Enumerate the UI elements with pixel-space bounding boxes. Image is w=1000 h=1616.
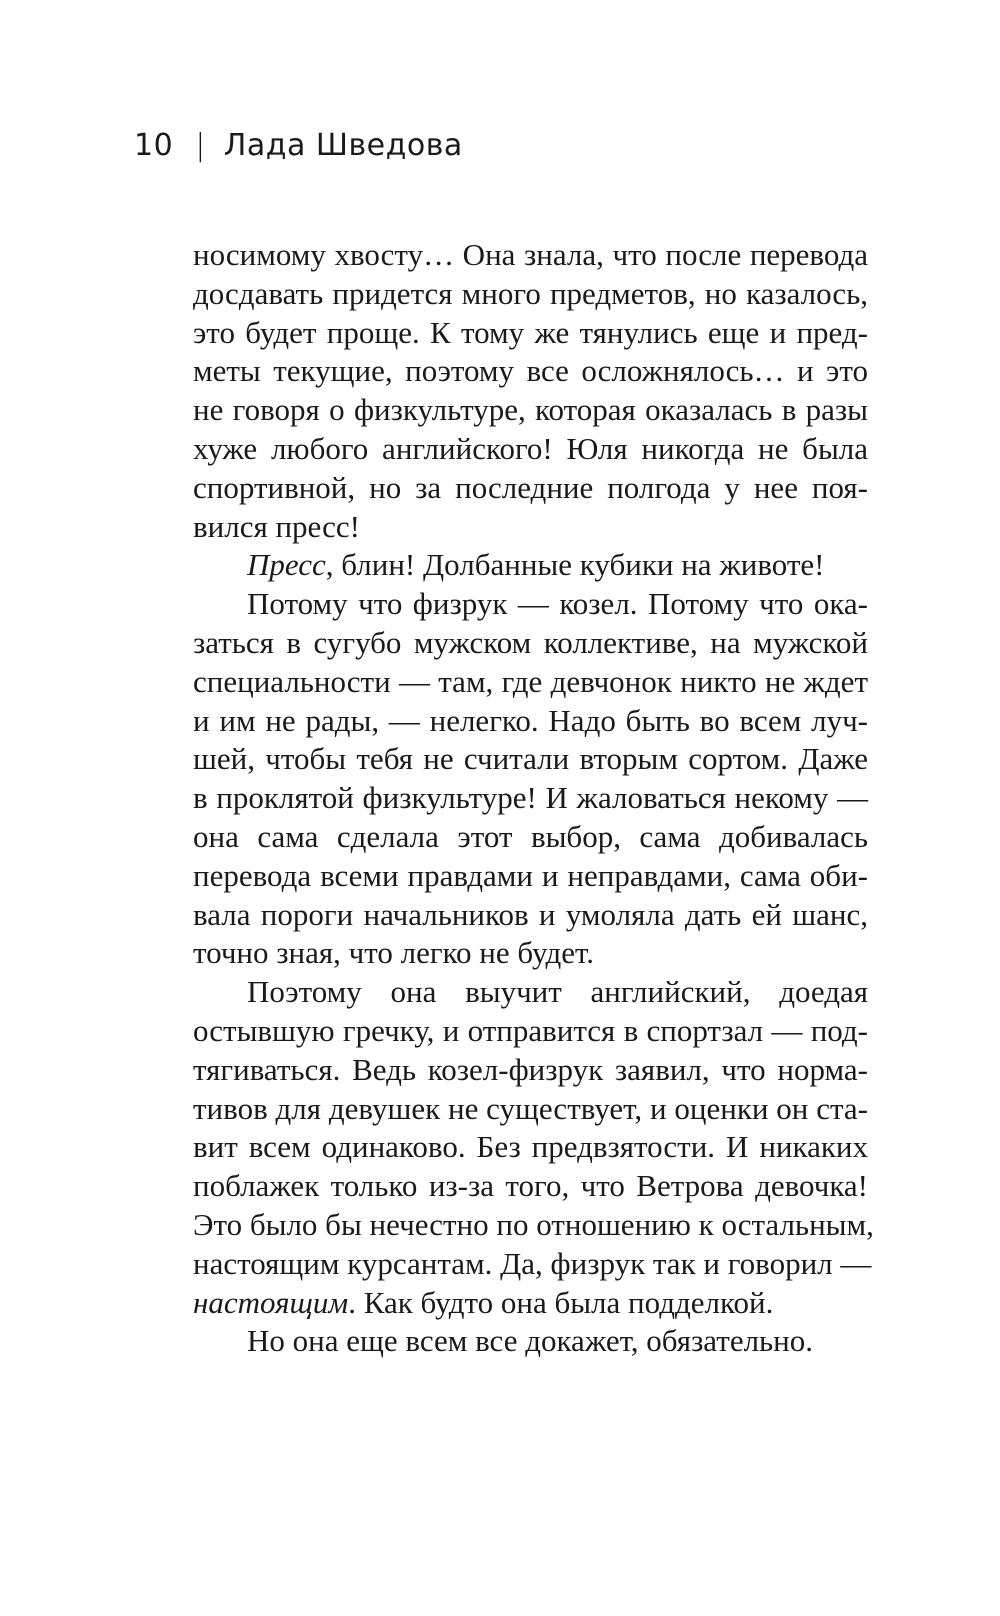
running-head [134,128,463,163]
text-line: настоящим курсантам. Да, физрук так и говорил — [193,1245,872,1281]
text-fragment: . Как будто она была подделкой. [348,1284,774,1320]
text-line: хуже любого английского! Юля никогда не была [193,430,868,466]
text-line: перевода всеми правдами и неправдами, сама оби- [193,857,868,893]
text-fragment: , блин! Долбанные кубики на животе! [325,547,825,583]
text-line: носимому хвосту… Она знала, что после перевода [193,237,868,272]
body-text [193,236,874,1361]
text-line: поблажек только из-за того, что Ветрова девочка! [193,1168,868,1204]
text-line: Это было бы нечестно по отношению к остальным, [193,1206,874,1242]
text-line: Поэтому она выучит английский, доедая [247,974,868,1010]
italic-word: настоящим [193,1284,349,1320]
text-line: не говоря о физкультуре, которая оказалась в разы [193,392,868,428]
text-line: она сама сделала этот выбор, сама добивалась [193,818,868,854]
text-line: остывшую гречку, и отправится в спортзал — под- [193,1012,868,1048]
header-separator: | [195,128,206,163]
text-line: вился пресс! [193,508,360,544]
text-line: и им не рады, — нелегко. Надо быть во всем луч- [193,702,868,738]
text-line: заться в сугубо мужском коллективе, на мужской [193,624,868,660]
page-number: 10 [134,128,174,163]
text-line: вит всем одинаково. Без предвзятости. И никаких [193,1129,868,1165]
text-line: это будет проще. К тому же тянулись еще и пред- [193,314,868,350]
text-line [193,1284,868,1323]
text-line: досдавать придется много предметов, но казалось, [193,275,868,311]
text-line: Потому что физрук — козел. Потому что ока- [247,586,868,622]
text-line: вала пороги начальников и умоляла дать ей шанс, [193,896,868,932]
text-line: тягиваться. Ведь козел-физрук заявил, что норма- [193,1051,868,1087]
text-line: специальности — там, где девчонок никто не ждет [193,663,868,699]
italic-word: Пресс [247,547,326,583]
text-line: в проклятой физкультуре! И жаловаться некому — [193,780,868,816]
text-line: точно зная, что легко не будет. [193,935,595,971]
text-line: шей, чтобы тебя не считали вторым сортом. Даже [193,741,868,777]
author-name: Лада Шведова [223,128,463,163]
text-line: меты текущие, поэтому все осложнялось… и это [193,353,868,389]
text-line: спортивной, но за последние полгода у нее поя- [193,469,868,505]
text-line [193,546,868,585]
text-line: Но она еще всем все докажет, обязательно. [247,1323,814,1359]
text-line: тивов для девушек не существует, и оценки он ста- [193,1090,868,1126]
